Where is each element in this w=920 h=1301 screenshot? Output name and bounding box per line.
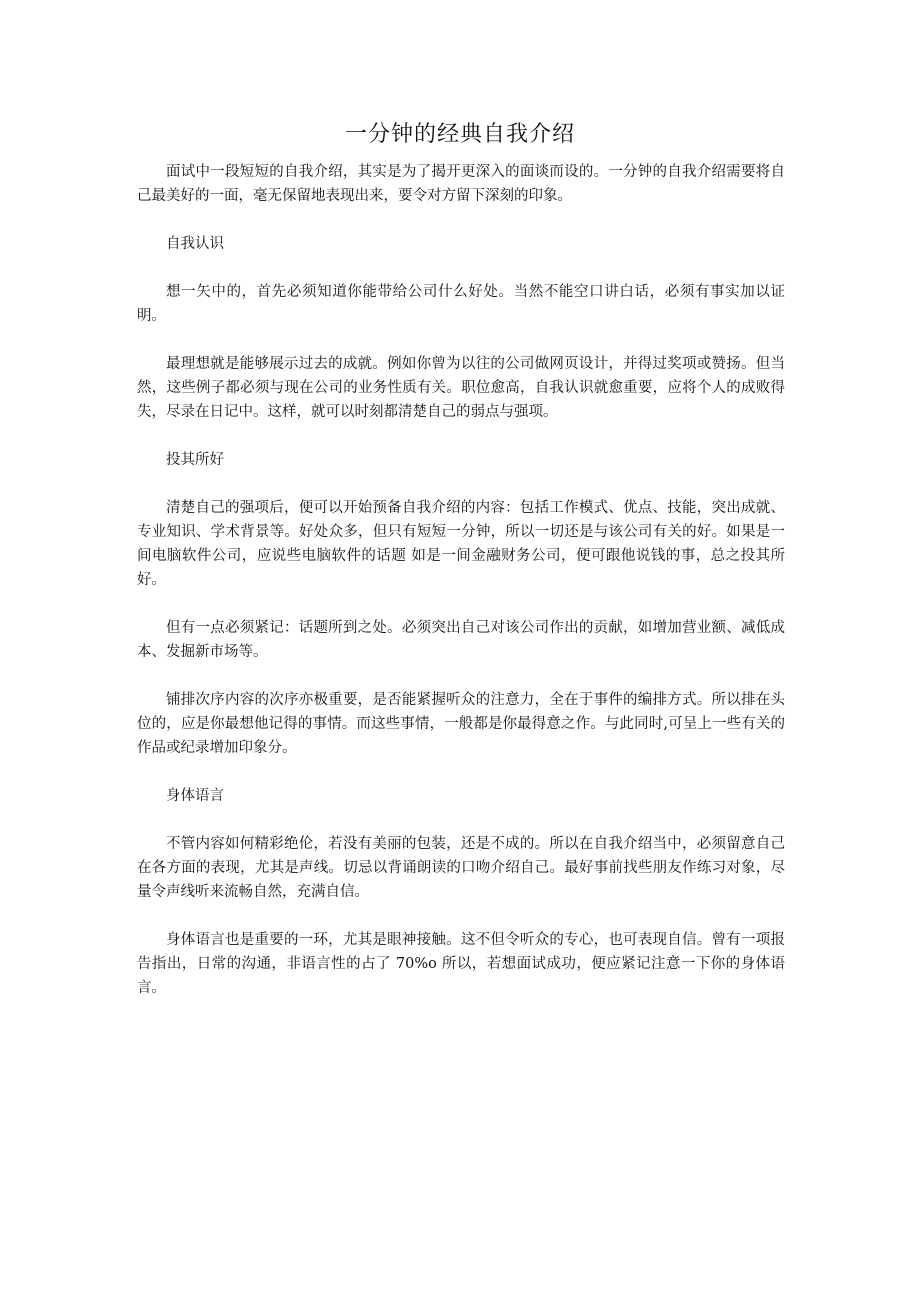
paragraph: 最理想就是能够展示过去的成就。例如你曾为以往的公司做网页设计，并得过奖项或赞扬。但当然，这些例子都必须与现在公司的业务性质有关。职位愈高，自我认识就愈重要，应将个人的成败得失，尽录在日记中。这样，就可以时刻都清楚自己的弱点与强项。 [137, 356, 785, 420]
paragraph: 身体语言也是重要的一环，尤其是眼神接触。这不但令听众的专心，也可表现自信。曾有一项报告指出，日常的沟通，非语言性的占了 70%o 所以，若想面试成功，便应紧记注意一下你的身体语言。 [137, 932, 785, 996]
section-heading-body-language: 身体语言 [166, 788, 224, 804]
section-heading-self-awareness: 自我认识 [166, 236, 224, 252]
page-title: 一分钟的经典自我介绍 [344, 122, 575, 147]
section-heading-cater: 投其所好 [166, 452, 224, 468]
paragraph: 清楚自己的强项后，便可以开始预备自我介绍的内容：包括工作模式、优点、技能，突出成就、专业知识、学术背景等。好处众多，但只有短短一分钟，所以一切还是与该公司有关的好。如果是一间电脑软件公司，应说些电脑软件的话题 如是一间金融财务公司，便可跟他说钱的事，总之投其所好。 [137, 500, 785, 588]
paragraph: 铺排次序内容的次序亦极重要，是否能紧握听众的注意力，全在于事件的编排方式。所以排在头位的，应是你最想他记得的事情。而这些事情，一般都是你最得意之作。与此同时,可呈上一些有关的作品或纪录增加印象分。 [137, 692, 785, 756]
paragraph: 但有一点必须紧记：话题所到之处。必须突出自己对该公司作出的贡献，如增加营业额、减低成本、发掘新市场等。 [137, 620, 785, 660]
document-body [137, 160, 785, 1024]
paragraph-intro: 面试中一段短短的自我介绍，其实是为了揭开更深入的面谈而设的。一分钟的自我介绍需要将自己最美好的一面，毫无保留地表现出来，要令对方留下深刻的印象。 [137, 164, 785, 204]
paragraph: 不管内容如何精彩绝伦，若没有美丽的包装，还是不成的。所以在自我介绍当中，必须留意自己在各方面的表现，尤其是声线。切忌以背诵朗读的口吻介绍自己。最好事前找些朋友作练习对象，尽量令声线听来流畅自然，充满自信。 [137, 836, 785, 900]
paragraph: 想一矢中的，首先必须知道你能带给公司什么好处。当然不能空口讲白话，必须有事实加以证明。 [137, 284, 785, 324]
